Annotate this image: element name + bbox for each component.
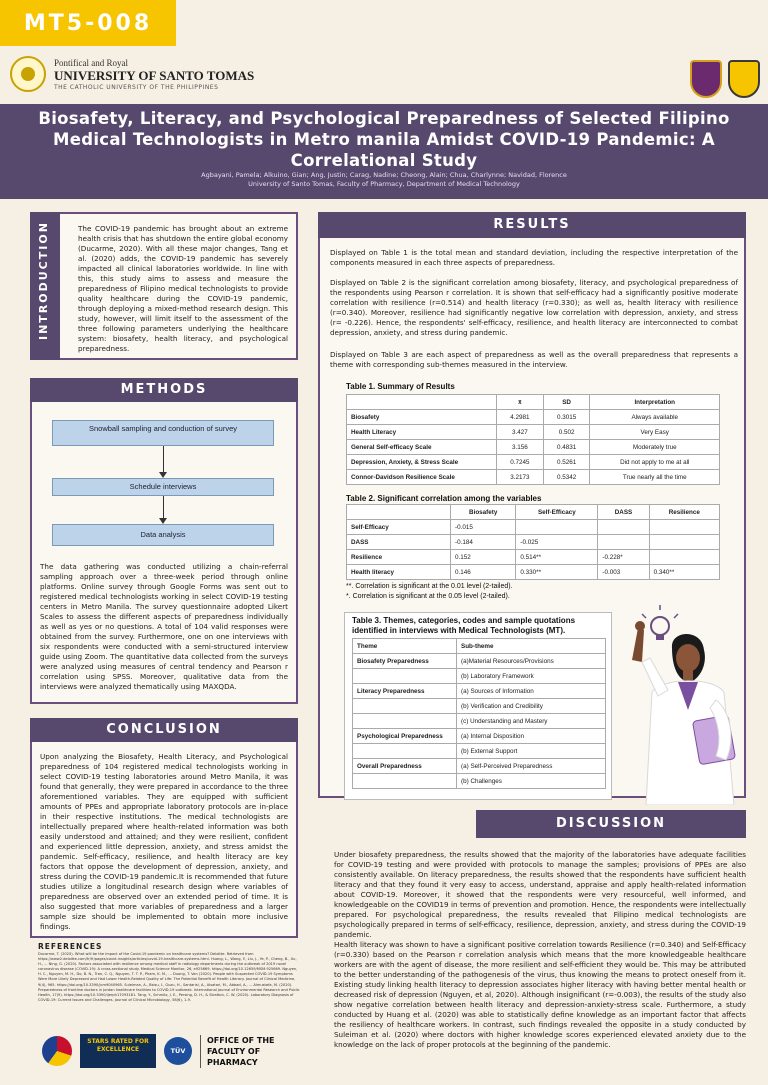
table2-title: Table 2. Significant correlation among the variables bbox=[346, 494, 542, 503]
table-row: (c) Understanding and Mastery bbox=[353, 714, 606, 729]
table2-header-row: Biosafety Self-Efficacy DASS Resilience bbox=[347, 505, 720, 520]
title-banner bbox=[0, 104, 768, 199]
table-row: Biosafety Preparedness (a)Material Resources/Provisions bbox=[353, 654, 606, 669]
table2-note-2: *. Correlation is significant at the 0.05 level (2-tailed). bbox=[346, 593, 510, 600]
discussion-paragraph-2: Health literacy was shown to have a significant positive correlation towards Resilience (r=0.340) and Self-Efficacy (r=0.330) based on the Pearson r correlation analysis which means that the more knowledgeable healthcare workers are with the agent of disease, the more resilient and self-efficient they would be. This may be attributed to the better understanding of the pathogenesis of the virus, thus knowing the means to protect oneself from it. Existing study linking health literacy to depression associates higher literacy with having better mental health or decreased risk of depression (Nguyen, et al, 2020). Although insignificant (r=-0.003), the results of the study also show negative correlation between health literacy and depression-anxiety-stress scale. Furthermore, a study conducted by Huang et al. (2020) was able to statistically define knowledge as an important factor that affects the resiliency of healthcare workers. In contrast, such findings revealed the opposite in a study conducted by Suleiman et al. (2020) where doctors with higher knowledge scores experienced elevated anxiety due to the knowledge on the lack of proper protocols at the beginning of the pandemic. bbox=[334, 940, 746, 1049]
flow-step-2: Schedule interviews bbox=[52, 478, 274, 496]
table2-note-1: **. Correlation is significant at the 0.01 level (2-tailed). bbox=[346, 583, 513, 590]
table-row: Psychological Preparedness (a) Internal Disposition bbox=[353, 729, 606, 744]
table-row: (b) Verification and Credibility bbox=[353, 699, 606, 714]
table-row: Resilience 0.152 0.514** -0.228* bbox=[347, 550, 720, 565]
references-text: Ducarme, T. (2020). What will be the impact of the Covid-19 pandemic on healthcare systems? Deloitte. Retrieved from https://www2.deloitte.com/fr/fr/pages/covid-insights/articles/covid-19-healthcare-systems.html. Huang, L., Wang, Y., Liu, J., Ye, P., Cheng, B., Xu, H., ... Ning, G. (2020). Factors associated with resilience among medical staff in radiology departments during the outbreak of 2019 novel coronavirus disease (COVID-19): A cross-sectional study. Medical Science Monitor, 26, e925669. https://doi.org/10.12659/MSM.925669. Nguyen, H. C., Nguyen, M. H., Do, B. N., Tran, C. Q., Nguyen, T. T. P., Pham, K. M., ... Duong, T. Van (2020). People with Suspected COVID-19 Symptoms Were More Likely Depressed and Had Lower Health-Related Quality of Life: The Potential Benefit of Health Literacy. Journal of Clinical Medicine, 9(4), 965. https://doi.org/10.3390/jcm9040965. Suleiman, A., Bsisu, I., Guzu, H., Santarisi, A., Alsatari, M., Abbad, A., ... Almustafa, M. (2020). Preparedness of frontline doctors in Jordan healthcare facilities to COVID-19 outbreak. International Journal of Environmental Research and Public Health, 17(9). https://doi.org/10.3390/ijerph17093181. Tang, Y., Schmitz, J. E., Persing, D. H., & Stratton, C. W. (2020). Laboratory Diagnosis of COVID-19: Current Issues and Challenges. Journal of Clinical Microbiology, 58(6), 1-9. bbox=[38, 952, 300, 1002]
table1-header-row: x̄ SD Interpretation bbox=[347, 395, 720, 410]
poster-code-tag: MT5-008 bbox=[0, 0, 176, 46]
table-row: DASS -0.184 -0.025 bbox=[347, 535, 720, 550]
discussion-heading: DISCUSSION bbox=[476, 810, 746, 838]
quality-logo-icon bbox=[42, 1036, 72, 1066]
table-row: General Self-efficacy Scale 3.156 0.4831 Moderately true bbox=[347, 440, 720, 455]
table1-title: Table 1. Summary of Results bbox=[346, 382, 455, 391]
table3-header-row: Theme Sub-theme bbox=[353, 639, 606, 654]
conclusion-text: Upon analyzing the Biosafety, Health Literacy, and Psychological preparedness of 104 registered medical technologists working in select COVID-19 testing laboratories around Metro Manila, it was found that generally, they were prepared in accordance to the three aforementioned variables. They are equipped with sufficient amounts of PPEs and appropriate laboratory protocols are in-place in their respective institutions. The medical technologists are intellectually prepared where health-related information was both easily understood and attained; and they were resilient, confident and experienced little depression, anxiety, and stress amidst the pandemic. Self-efficacy, resilience, and health literacy are key factors that oppose the development of depression, anxiety, and stress during the COVID-19 pandemic.It is recommended that future studies utilize a longitudinal research design where variables of preparedness are observed over an extended period of time. It is also suggested that more variables of preparedness and a larger sample size should be implemented to obtain more inclusive findings. bbox=[40, 752, 288, 931]
lightbulb-icon bbox=[642, 605, 678, 640]
flow-arrow-2 bbox=[163, 496, 164, 520]
table3 bbox=[352, 638, 606, 789]
table-row: (b) Laboratory Framework bbox=[353, 669, 606, 684]
authors: Agbayani, Pamela; Alkuino, Gian; Ang, Justin; Carag, Nadine; Cheong, Alain; Chua, Charlynne; Navidad, Florence bbox=[201, 171, 567, 179]
results-paragraph-3: Displayed on Table 3 are each aspect of preparedness as well as the overall preparedness that represents a theme with corresponding sub-themes measured in the interview. bbox=[330, 350, 738, 369]
university-logo bbox=[10, 56, 254, 92]
introduction-sidebar bbox=[30, 212, 60, 360]
conclusion-heading: CONCLUSION bbox=[30, 718, 298, 742]
results-paragraph-2: Displayed on Table 2 is the significant correlation among biosafety, literacy, and psychological preparedness of the respondents using Pearson r correlation. It is shown that self-efficacy had a significantly positive moderate correlation with resilience (r=0.514) and health literacy (r=0.330); as well as, health literacy with resilience (r=0.340). Moreover, resilience had significantly negative low correlation with depression, anxiety, and stress (r= -0.226). Hence, the respondents' self-efficacy, resilience, and health literacy are interconnected to combat depression, anxiety, and stress during pandemic. bbox=[330, 278, 738, 337]
table-row: Literacy Preparedness (a) Sources of Information bbox=[353, 684, 606, 699]
table-row: Self-Efficacy -0.015 bbox=[347, 520, 720, 535]
references-heading: REFERENCES bbox=[38, 942, 103, 951]
table-row: Overall Preparedness (a) Self-Perceived Preparedness bbox=[353, 759, 606, 774]
doctor-illustration bbox=[612, 600, 752, 805]
table3-title: Table 3. Themes, categories, codes and sample quotations identified in interviews with Medical Technologists (MT). bbox=[352, 616, 576, 635]
footer-logos bbox=[42, 1034, 310, 1068]
table-row: (b) Challenges bbox=[353, 774, 606, 789]
introduction-heading: INTRODUCTION bbox=[37, 221, 50, 340]
methods-text: The data gathering was conducted utilizing a chain-referral sampling approach over a three-week period through online platforms. Online survey through Google Forms was sent out to registered medical technologists working in select COVID-19 testing centers in Metro Manila. The survey questionnaire adopted Likert Scales to assess the different aspects of preparedness individually as well as yes or no questions. A total of 104 valid responses were obtained from the survey. Furthermore, one on one interviews with six respondents were conducted with a semi-structured interview guide using Zoom. The quantitative data collected from the surveys were analyzed using measures of central tendency and Pearson r correlation using SPSS. Moreover, qualitative data from the interviews were analyzed thematically using MAXQDA. bbox=[40, 562, 288, 691]
affiliation: University of Santo Tomas, Faculty of Pharmacy, Department of Medical Technology bbox=[248, 180, 520, 188]
introduction-text: The COVID-19 pandemic has brought about an extreme health crisis that has shutdown the entire global economy (Ducarme, 2020). With all these major changes, Tang et al. (2020) adds, the COVID-19 pandemic has severely impacted all clinical laboratories worldwide. In line with this, this study aims to assess and measure the preparedness of Filipino medical technologists to provide quality healthcare during the COVID-19 pandemic, through deploying a mixed-method research design. This study, however, will limit itself to the assessment of the three following parameters underlying the healthcare system: biosafety, health literacy, and psychological preparedness. bbox=[78, 224, 288, 353]
results-heading: RESULTS bbox=[318, 212, 746, 238]
flow-step-1: Snowball sampling and conduction of survey bbox=[52, 420, 274, 446]
table2 bbox=[346, 504, 720, 580]
stars-logo: STARS RATED FOR EXCELLENCE bbox=[80, 1034, 156, 1068]
discussion-paragraph-1: Under biosafety preparedness, the results showed that the majority of the laboratories have adequate facilities for COVID-19 testing and were provided with protocols to manage the samples; provisions of PPEs are also consistently available. On literacy preparedness, the results showed that the respondents have sufficient health literacy and that they found it very easy to access, understand, appraise and apply health-related information about COVID-19. Moreover, it showed that the respondents were very resourceful, well informed, and knowledgeable on the COVID19 in terms of prevention and promotion. Hence, the respondents were intellectually prepared. For psychological preparedness, the results revealed that Filipino medical technologists are psychologically prepared in terms of self-efficacy, resilience, depression, anxiety, and stress during the COVID-19 pandemic. bbox=[334, 850, 746, 939]
poster-title: Biosafety, Literacy, and Psychological Preparedness of Selected Filipino Medical Technologists in Metro manila Amidst COVID-19 Pandemic: A Correlational Study bbox=[38, 109, 730, 170]
tuv-logo: TÜV bbox=[164, 1037, 192, 1065]
ust-seal-icon bbox=[10, 56, 46, 92]
table-row: Connor-Davidson Resilience Scale 3.2173 0.5342 True nearly all the time bbox=[347, 470, 720, 485]
table1 bbox=[346, 394, 720, 485]
department-crest-icon bbox=[728, 60, 760, 98]
flow-arrow-1 bbox=[163, 446, 164, 474]
results-paragraph-1: Displayed on Table 1 is the total mean and standard deviation, including the respective interpretation of the components measured in each three aspects of preparedness. bbox=[330, 248, 738, 267]
table-row: Depression, Anxiety, & Stress Scale 0.7245 0.5261 Did not apply to me at all bbox=[347, 455, 720, 470]
pharmacy-office: OFFICE OF THE FACULTY OF PHARMACY bbox=[200, 1035, 310, 1068]
table-row: Biosafety 4.2981 0.3015 Always available bbox=[347, 410, 720, 425]
table-row: Health literacy 0.146 0.330** -0.003 0.340** bbox=[347, 565, 720, 580]
table-row: Health Literacy 3.427 0.502 Very Easy bbox=[347, 425, 720, 440]
faculty-crest-icon bbox=[690, 60, 722, 98]
university-name: Pontifical and Royal UNIVERSITY OF SANTO TOMAS THE CATHOLIC UNIVERSITY OF THE PHILIPPINES bbox=[54, 57, 255, 91]
methods-heading: METHODS bbox=[30, 378, 298, 402]
flow-step-3: Data analysis bbox=[52, 524, 274, 546]
table-row: (b) External Support bbox=[353, 744, 606, 759]
